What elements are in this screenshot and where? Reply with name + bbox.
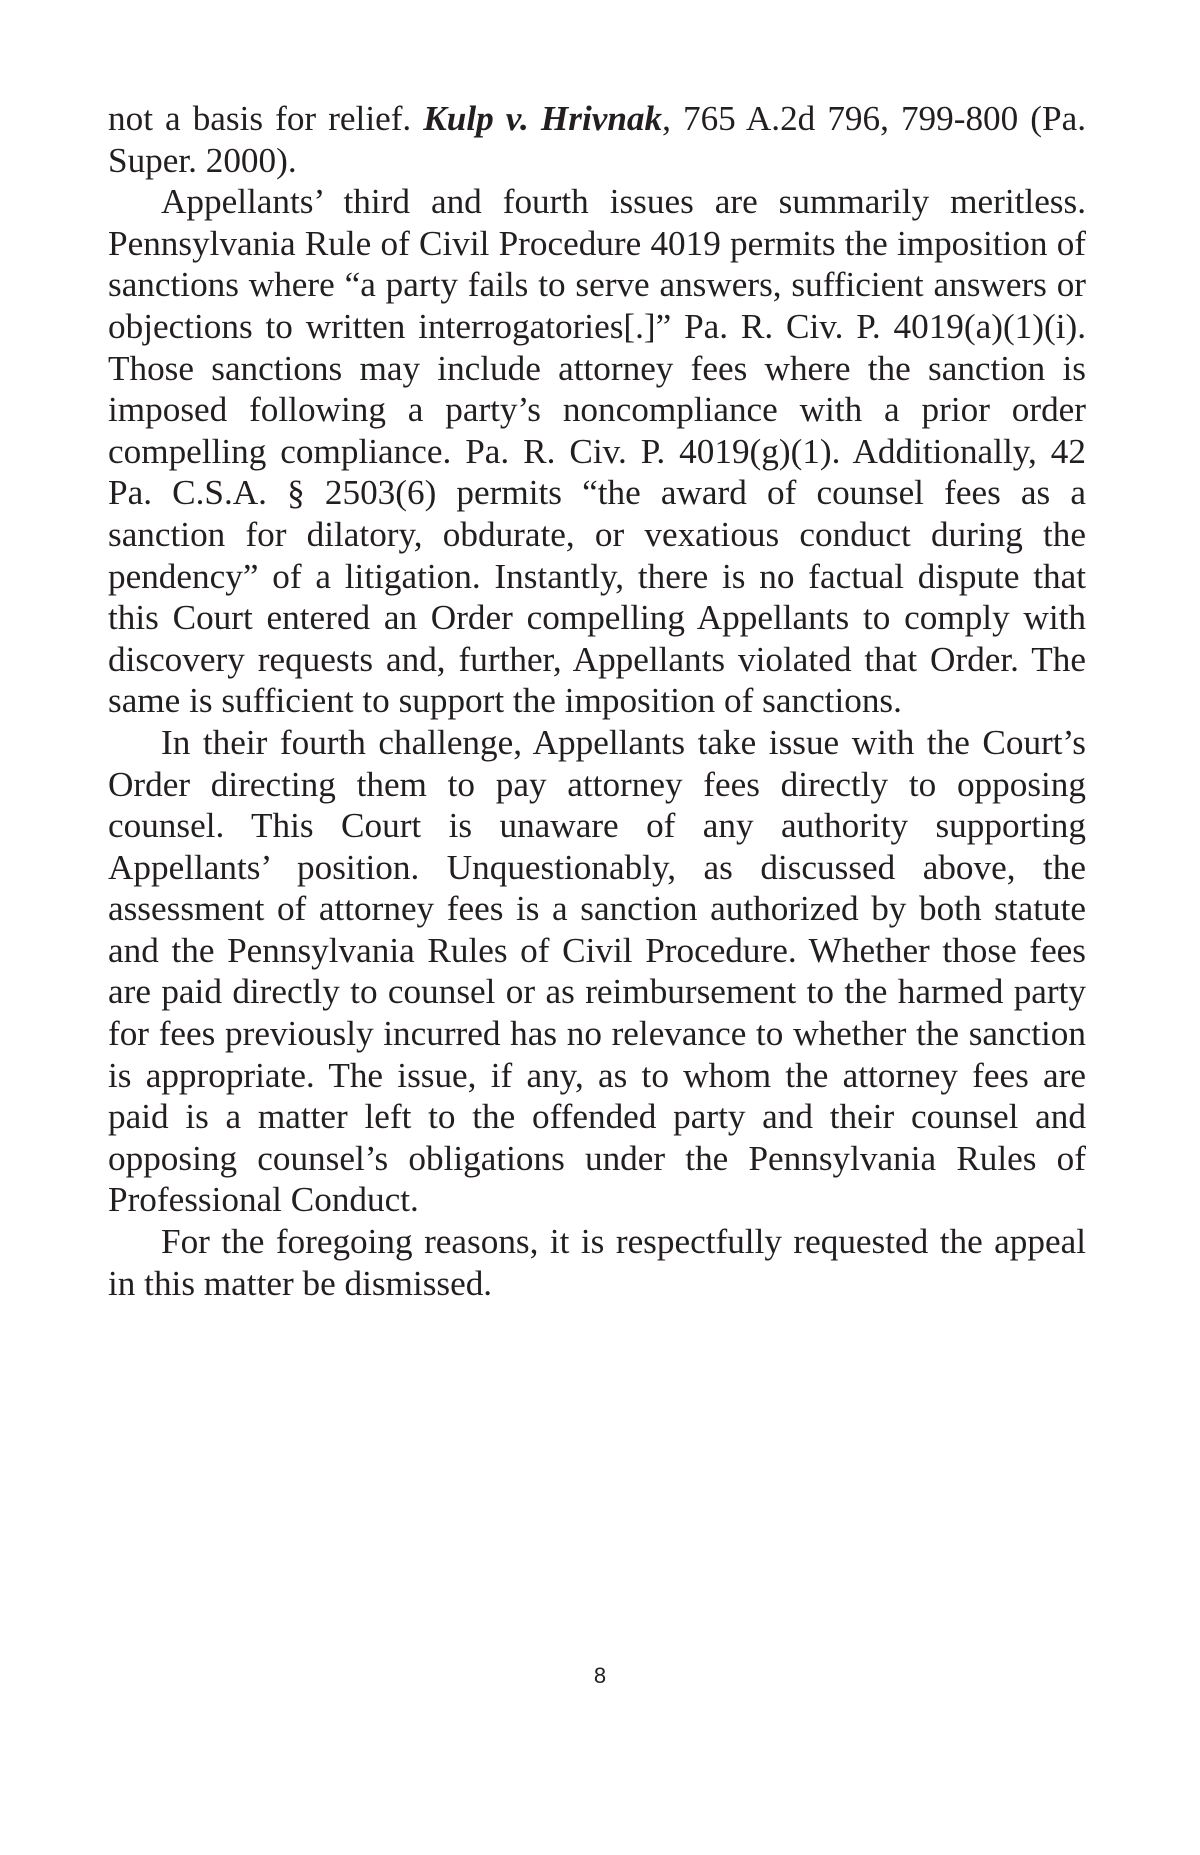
page-number: 8 [593,1663,607,1688]
paragraph-third-fourth-issues: Appellants’ third and fourth issues are summarily meritless. Pennsylvania Rule of Civil Procedure 4019 permits the imposition of sanctions where “a party fails to serve answers, sufficient answers or objections to written interrogatories[.]” Pa. R. Civ. P. 4019(a)(1)(i). Those sanctions may include attorney fees where the sanction is imposed following a party’s noncompliance with a prior order compelling compliance. Pa. R. Civ. P. 4019(g)(1). Additionally, 42 Pa. C.S.A. § 2503(6) permits “the award of counsel fees as a sanction for dilatory, obdurate, or vexatious conduct during the pendency” of a litigation. Instantly, there is no factual dispute that this Court entered an Order compelling Appellants to comply with discovery requests and, further, Appellants violated that Order. The same is sufficient to support the imposition of sanctions. [108,182,1086,721]
paragraph-continuation [108,98,1086,181]
citation-reporter: , 765 A.2d 796, 799-800 (Pa. Super. 2000). [108,99,1086,180]
citation-lead-text: not a basis for relief. [108,99,424,138]
document-body [108,98,1086,1304]
paragraph-fourth-challenge: In their fourth challenge, Appellants take issue with the Court’s Order directing them to pay attorney fees directly to opposing counsel. This Court is unaware of any authority supporting Appellants’ position. Unquestionably, as discussed above, the assessment of attorney fees is a sanction authorized by both statute and the Pennsylvania Rules of Civil Procedure. Whether those fees are paid directly to counsel or as reimbursement to the harmed party for fees previously incurred has no relevance to whether the sanction is appropriate. The issue, if any, as to whom the attorney fees are paid is a matter left to the offended party and their counsel and opposing counsel’s obligations under the Pennsylvania Rules of Professional Conduct. [108,722,1086,1220]
case-name: Kulp v. Hrivnak [423,99,663,138]
paragraph-conclusion: For the foregoing reasons, it is respectfully requested the appeal in this matter be dismissed. [108,1222,1086,1303]
